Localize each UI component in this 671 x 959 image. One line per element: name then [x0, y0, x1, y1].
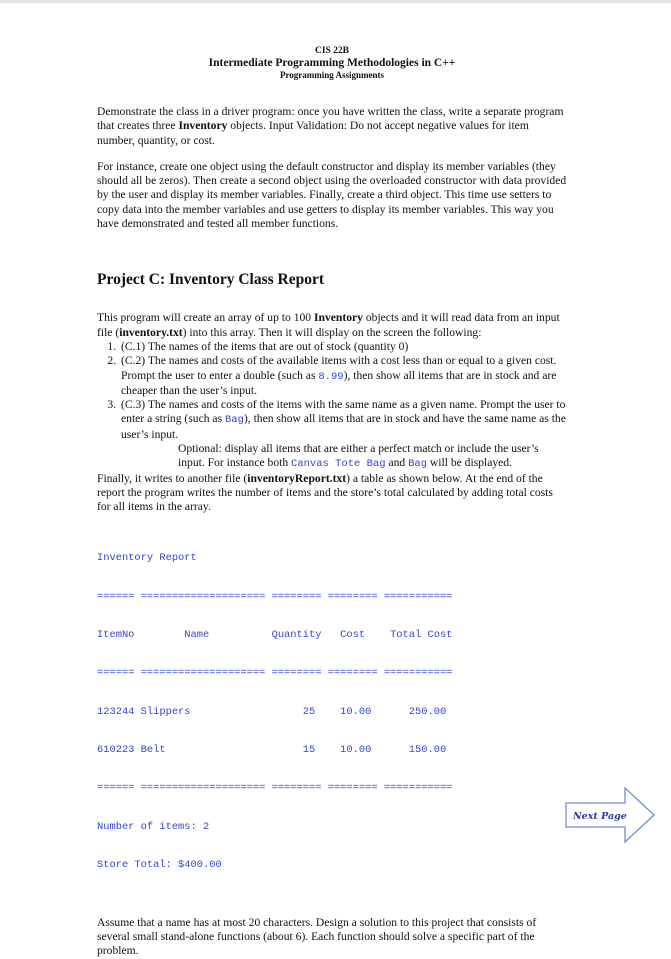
bold-text: inventory.txt — [119, 325, 183, 339]
list-item — [119, 340, 567, 354]
document-header — [97, 46, 567, 81]
text-span: and — [385, 456, 409, 470]
final-paragraph — [97, 472, 567, 515]
top-border — [0, 0, 671, 3]
code-snippet: Bag — [408, 458, 427, 471]
project-paragraph — [97, 311, 567, 340]
intro-paragraph-1 — [97, 105, 567, 148]
bold-text: Inventory — [178, 119, 228, 133]
text-span: Optional: display all items that are either a perfect match or include the user’s input. For instance both — [178, 442, 539, 470]
next-page-label: Next Page — [573, 811, 627, 822]
next-page-button[interactable] — [565, 786, 657, 844]
text-span: objects. Input Validation: Do not accept negative values for item number, quantity, or cost. — [97, 119, 529, 147]
report-line: ====== ==================== ======== ======== =========== — [97, 667, 453, 680]
report-line: ItemNo Name Quantity Cost Total Cost — [97, 628, 453, 641]
text-span: (C.2) The names and costs of the available items with a cost less than or equal to a given cost. Prompt the user to enter a double (such as — [121, 354, 557, 382]
report-line: 610223 Belt 15 10.00 150.00 — [97, 744, 447, 757]
report-line: Store Total: $400.00 — [97, 859, 222, 872]
text-span: ) a table as shown below. At the end of the report the program writes the number of items and the store’s total calculated by adding total costs for all items in the array. — [97, 471, 553, 514]
text-span: This program will create an array of up to 100 — [97, 311, 314, 325]
text-span: ) into this array. Then it will display on the screen the following: — [182, 325, 482, 339]
course-subtitle: Programming Assignments — [279, 70, 385, 80]
document-page — [97, 46, 567, 959]
course-title: Intermediate Programming Methodologies in C++ — [208, 57, 456, 69]
report-line: ====== ==================== ======== ======== =========== — [97, 590, 453, 603]
text-span: Finally, it writes to another file ( — [97, 471, 248, 485]
closing-paragraph: Assume that a name has at most 20 characters. Design a solution to this project that consists of several small stand-alone functions (about 6). Each function should solve a specific part of the problem. — [97, 915, 537, 958]
text-span: (C.3) The names and costs of the items with the same name as a given name. Prompt the user to enter a string (such as — [121, 398, 566, 426]
text-span: ), then show all items that are in stock and have the same name as the user’s input. — [121, 412, 566, 441]
report-line: Inventory Report — [97, 552, 197, 565]
optional-note — [178, 442, 567, 472]
code-snippet: Canvas Tote Bag — [291, 458, 386, 471]
text-span: Demonstrate the class in a driver program: once you have written the class, write a separate program that creates three — [97, 105, 564, 133]
text-span: objects and it will read data from an input file ( — [97, 311, 560, 339]
code-snippet: Bag — [225, 414, 244, 427]
inventory-report-sample — [97, 527, 567, 898]
text-span: ), then show all items that are in stock and are cheaper than the user’s input. — [121, 368, 557, 397]
list-item — [119, 354, 567, 398]
report-line: ====== ==================== ======== ======== =========== — [97, 782, 453, 795]
report-line: 123244 Slippers 25 10.00 250.00 — [97, 705, 447, 718]
list-item — [119, 398, 567, 442]
course-code: CIS 22B — [314, 46, 350, 56]
requirements-list — [97, 340, 567, 442]
project-heading: Project C: Inventory Class Report — [97, 271, 324, 289]
bold-text: Inventory — [314, 311, 363, 325]
intro-paragraph-2: For instance, create one object using the default constructor and display its member variables (they should all be zeros). Then create a second object using the overloaded constructor with data provided by the user and display its member variables. Finally, create a third object. This time use setters to copy data into the member variables and use getters to display its member variables. This way you have demonstrated and tested all member functions. — [97, 159, 567, 231]
text-span: will be displayed. — [427, 456, 513, 470]
bold-text: inventoryReport.txt — [247, 471, 347, 485]
code-snippet: 8.99 — [318, 370, 344, 383]
text-span: (C.1) The names of the items that are out of stock (quantity 0) — [121, 339, 409, 353]
report-line: Number of items: 2 — [97, 820, 210, 833]
